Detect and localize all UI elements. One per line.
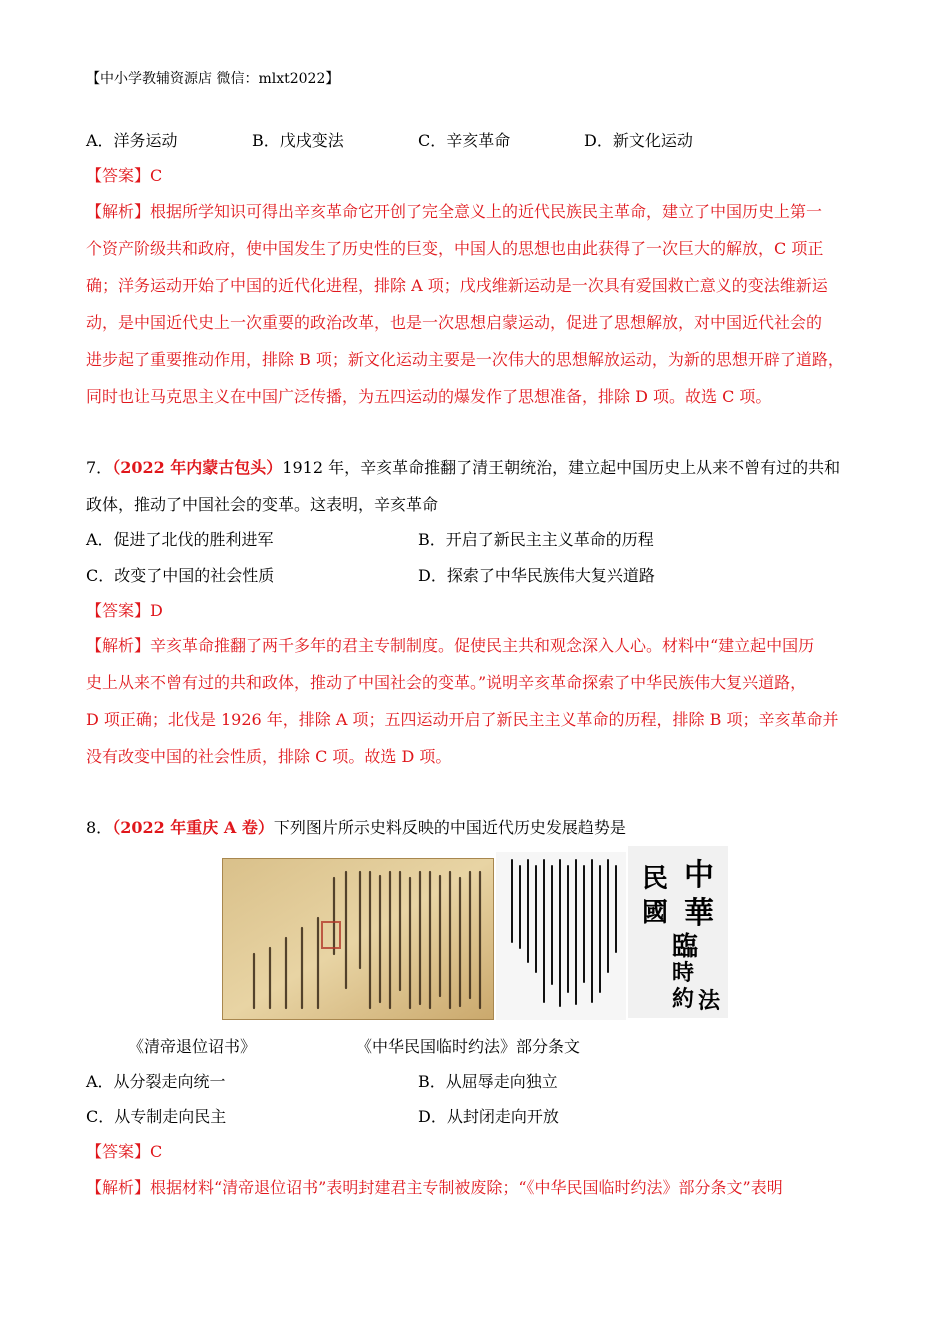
q8-option-c: C．从专制走向民主 — [86, 1107, 227, 1126]
q8-answer: 【答案】C — [86, 1142, 163, 1161]
q8-source: （2022 年重庆 A 卷） — [112, 818, 274, 837]
q8-stem — [86, 815, 626, 838]
title-char: 中 — [684, 858, 714, 893]
q7-source: （2022 年内蒙古包头） — [112, 458, 283, 477]
q6-option-d: D．新文化运动 — [584, 131, 693, 150]
q7-analysis-line: 史上从来不曾有过的共和政体，推动了中国社会的变革。”说明辛亥革命探索了中华民族伟大复兴道路， — [86, 673, 807, 692]
q6-answer: 【答案】C — [86, 166, 163, 185]
q6-option-a: A．洋务运动 — [86, 131, 178, 150]
page-header: 【中小学教辅资源店 微信：mlxt2022】 — [86, 71, 340, 87]
q6-analysis-line: 同时也让马克思主义在中国广泛传播，为五四运动的爆发作了思想准备，排除 D 项。故选 C 项。 — [86, 387, 772, 406]
q7-option-c: C．改变了中国的社会性质 — [86, 566, 275, 585]
q7-number: 7． — [86, 458, 113, 477]
q6-analysis-line: 确；洋务运动开始了中国的近代化进程，排除 A 项；戊戌维新运动是一次具有爱国救亡意义的变法维新运 — [86, 276, 828, 295]
q8-option-a: A．从分裂走向统一 — [86, 1072, 226, 1091]
q7-answer: 【答案】D — [86, 601, 163, 620]
q7-option-a: A．促进了北伐的胜利进军 — [86, 530, 274, 549]
abdication-edict-image — [222, 858, 494, 1020]
constitution-text-image — [496, 852, 626, 1020]
q7-option-d: D．探索了中华民族伟大复兴道路 — [418, 566, 655, 585]
title-char: 時 — [672, 960, 695, 986]
q6-option-c: C．辛亥革命 — [418, 131, 511, 150]
q6-analysis-line: 动，是中国近代史上一次重要的政治改革，也是一次思想启蒙运动，促进了思想解放，对中国近代社会的 — [86, 313, 823, 332]
q7-stem-cont: 政体，推动了中国社会的变革。这表明，辛亥革命 — [86, 495, 439, 514]
figure-caption-edict: 《清帝退位诏书》 — [128, 1037, 257, 1056]
q8-analysis-line: 【解析】根据材料“清帝退位诏书”表明封建君主专制被废除；“《中华民国临时约法》部分条文”表明 — [86, 1178, 783, 1197]
q7-analysis-line: D 项正确；北伐是 1926 年，排除 A 项；五四运动开启了新民主主义革命的历程，排除 B 项；辛亥革命并 — [86, 710, 839, 729]
q6-analysis-line: 进步起了重要推动作用，排除 B 项；新文化运动主要是一次伟大的思想解放运动，为新的思想开辟了道路， — [86, 350, 844, 369]
constitution-title-image — [628, 846, 728, 1018]
q7-stem — [86, 455, 840, 478]
q6-option-b: B．戊戌变法 — [252, 131, 344, 150]
title-char: 約 — [672, 986, 695, 1012]
title-char: 臨 — [672, 932, 699, 962]
title-char: 法 — [698, 988, 721, 1014]
title-char: 國 — [642, 898, 669, 928]
q8-option-b: B．从屈辱走向独立 — [418, 1072, 558, 1091]
q8-stem-text: 下列图片所示史料反映的中国近代历史发展趋势是 — [273, 818, 626, 837]
figure-caption-constitution: 《中华民国临时约法》部分条文 — [356, 1037, 581, 1056]
q7-stem-text: 1912 年，辛亥革命推翻了清王朝统治，建立起中国历史上从来不曾有过的共和 — [282, 458, 841, 477]
q7-analysis-line: 【解析】辛亥革命推翻了两千多年的君主专制制度。促使民主共和观念深入人心。材料中“建立起中国历 — [86, 636, 815, 655]
title-char: 民 — [642, 864, 669, 894]
q8-number: 8． — [86, 818, 113, 837]
title-char: 華 — [684, 896, 714, 931]
q7-analysis-line: 没有改变中国的社会性质，排除 C 项。故选 D 项。 — [86, 747, 452, 766]
q6-analysis-line: 【解析】根据所学知识可得出辛亥革命它开创了完全意义上的近代民族民主革命，建立了中国历史上第一 — [86, 202, 823, 221]
q8-option-d: D．从封闭走向开放 — [418, 1107, 559, 1126]
q6-analysis-line: 个资产阶级共和政府，使中国发生了历史性的巨变，中国人的思想也由此获得了一次巨大的解放，C 项正 — [86, 239, 824, 258]
q7-option-b: B．开启了新民主主义革命的历程 — [418, 530, 654, 549]
